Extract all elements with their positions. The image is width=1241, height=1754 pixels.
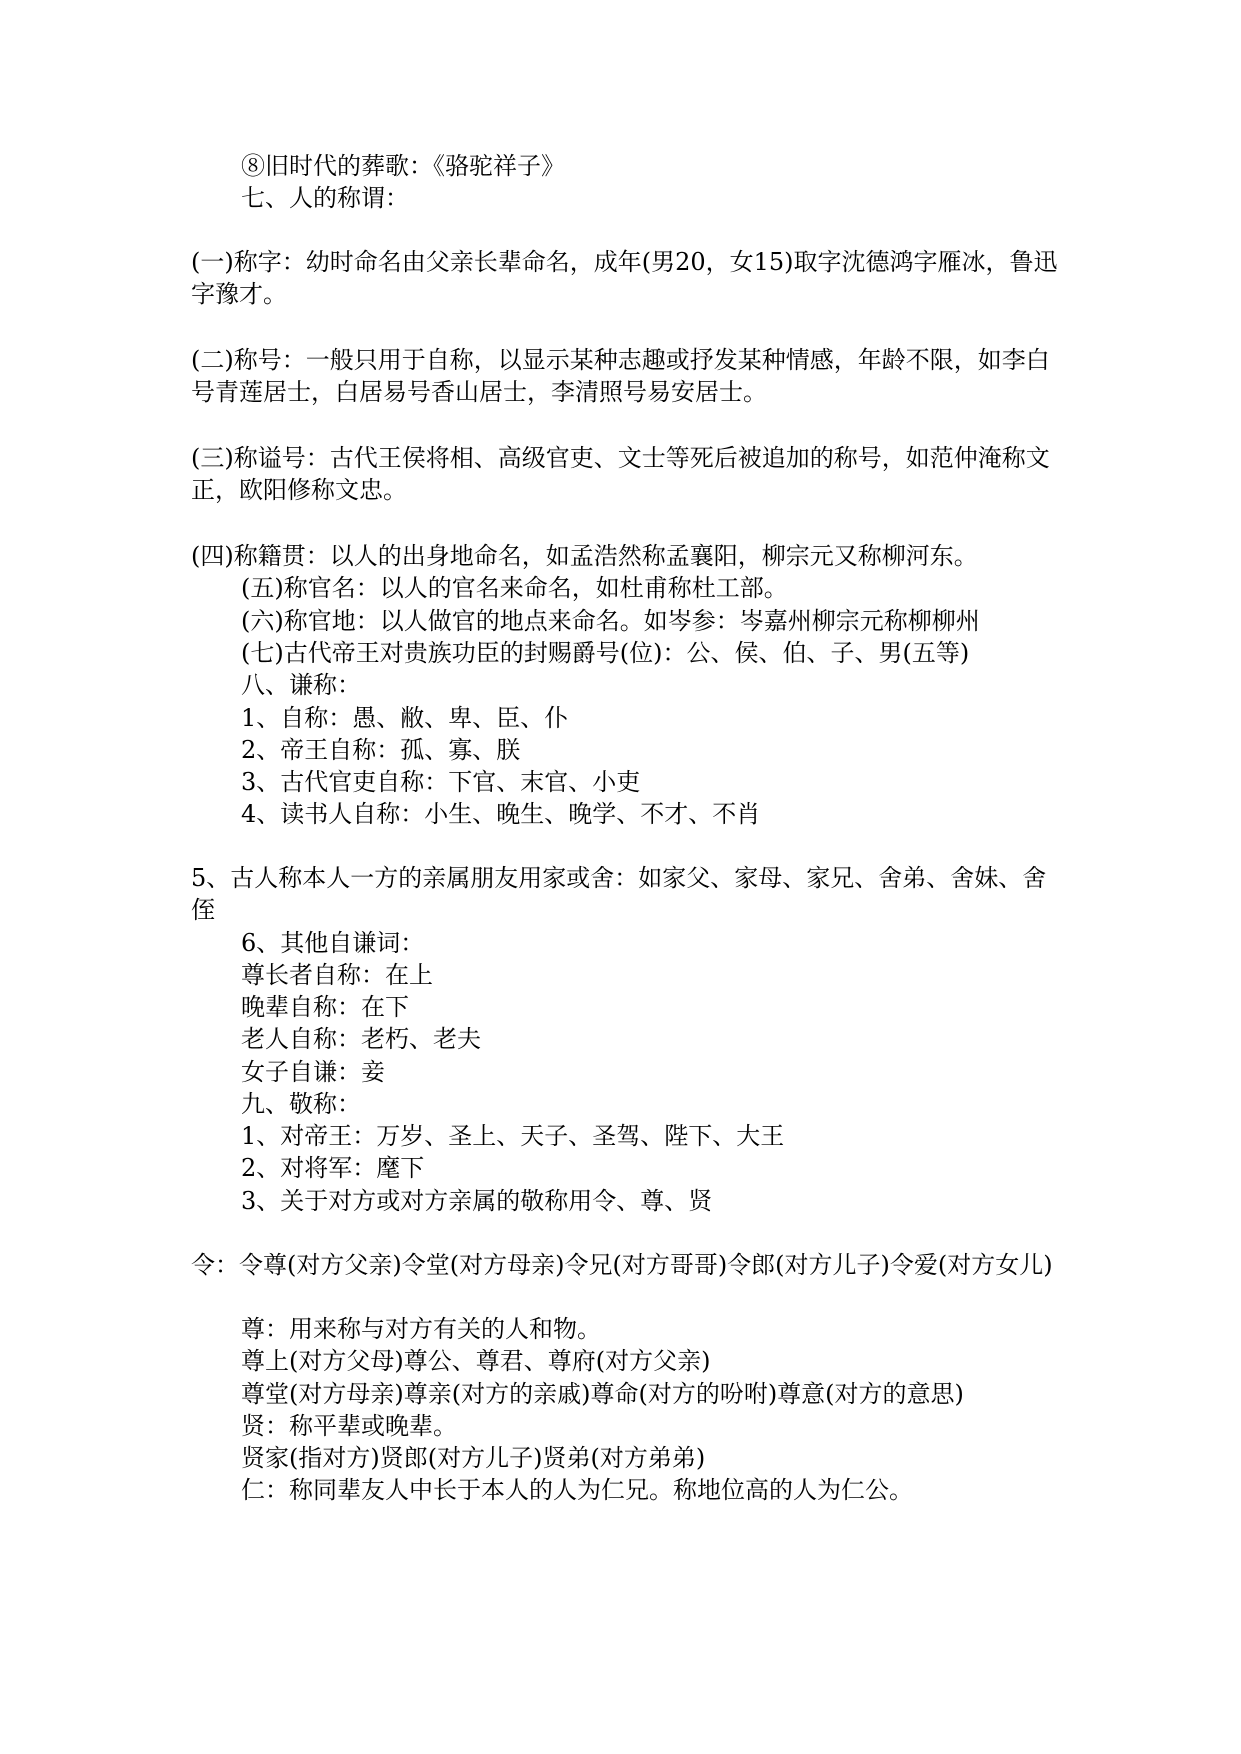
text-line: 3、古代官吏自称：下官、末官、小吏: [241, 768, 641, 796]
text-line: 3、关于对方或对方亲属的敬称用令、尊、贤: [241, 1187, 713, 1215]
paragraph: (二)称号：一般只用于自称，以显示某种志趣或抒发某种情感，年龄不限，如李白号青莲居士，白居易号香山居士，李清照号易安居士。: [191, 346, 1050, 406]
text-line: 尊长者自称：在上: [241, 961, 433, 989]
text-line: 晚辈自称：在下: [241, 993, 409, 1021]
text-line: (七)古代帝王对贵族功臣的封赐爵号(位)：公、侯、伯、子、男(五等): [241, 639, 970, 667]
text-line: 6、其他自谦词：: [241, 929, 425, 957]
text-line: 尊堂(对方母亲)尊亲(对方的亲戚)尊命(对方的吩咐)尊意(对方的意思): [241, 1380, 964, 1408]
paragraph: 5、古人称本人一方的亲属朋友用家或舍：如家父、家母、家兄、舍弟、舍妹、舍侄: [191, 864, 1047, 924]
text-line: 1、自称：愚、敝、卑、臣、仆: [241, 704, 569, 732]
text-line: 老人自称：老朽、老夫: [241, 1025, 481, 1053]
text-line: 4、读书人自称：小生、晚生、晚学、不才、不肖: [241, 800, 761, 828]
text-line: 女子自谦：妾: [241, 1058, 385, 1086]
section-heading: 七、人的称谓：: [241, 184, 409, 212]
paragraph: (三)称谥号：古代王侯将相、高级官吏、文士等死后被追加的称号，如范仲淹称文正，欧阳修称文忠。: [191, 444, 1050, 504]
paragraph: (一)称字：幼时命名由父亲长辈命名，成年(男20，女15)取字沈德鸿字雁冰，鲁迅字豫才。: [191, 248, 1058, 308]
text-line: 尊：用来称与对方有关的人和物。: [241, 1315, 601, 1343]
text-line: (六)称官地：以人做官的地点来命名。如岑参：岑嘉州柳宗元称柳柳州: [241, 607, 980, 635]
section-heading: 九、敬称：: [241, 1090, 361, 1118]
section-heading: 八、谦称：: [241, 671, 361, 699]
text-line: (五)称官名：以人的官名来命名，如杜甫称杜工部。: [241, 574, 788, 602]
text-line: ⑧旧时代的葬歌：《骆驼祥子》: [241, 152, 565, 180]
text-line: 1、对帝王：万岁、圣上、天子、圣驾、陛下、大王: [241, 1122, 785, 1150]
text-line: (四)称籍贯：以人的出身地命名，如孟浩然称孟襄阳，柳宗元又称柳河东。: [191, 542, 978, 570]
text-line: 2、帝王自称：孤、寡、朕: [241, 736, 521, 764]
text-line: 贤：称平辈或晚辈。: [241, 1412, 457, 1440]
text-line: 2、对将军：麾下: [241, 1154, 425, 1182]
text-line: 贤家(指对方)贤郎(对方儿子)贤弟(对方弟弟): [241, 1444, 706, 1472]
paragraph: 令：令尊(对方父亲)令堂(对方母亲)令兄(对方哥哥)令郎(对方儿子)令爱(对方女儿): [191, 1251, 1053, 1279]
text-line: 仁：称同辈友人中长于本人的人为仁兄。称地位高的人为仁公。: [241, 1476, 913, 1504]
text-line: 尊上(对方父母)尊公、尊君、尊府(对方父亲): [241, 1347, 711, 1375]
